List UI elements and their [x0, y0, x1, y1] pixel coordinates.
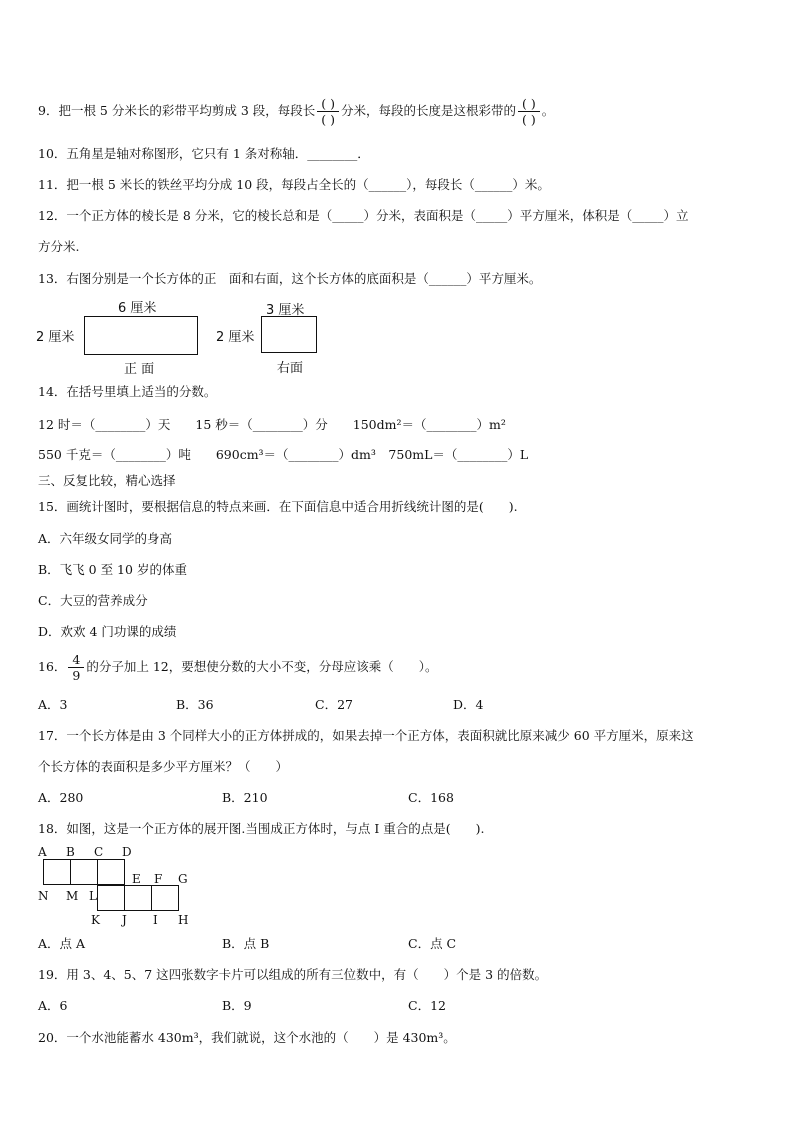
q16-option-d: D．4 — [453, 697, 484, 712]
q15-option-a: A．六年级女同学的身高 — [38, 531, 173, 546]
q15-option-c: C．大豆的营养成分 — [38, 593, 148, 608]
q9-text-1: 9．把一根 5 分米长的彩带平均剪成 3 段，每段长 — [38, 103, 316, 118]
question-17-line-2: 个长方体的表面积是多少平方厘米？（ ） — [38, 759, 289, 774]
net-cell — [151, 885, 179, 911]
question-15: 15．画统计图时，要根据信息的特点来画．在下面信息中适合用折线统计图的是( ). — [38, 499, 518, 514]
point-n-label: N — [38, 889, 49, 903]
section-3-heading: 三、反复比较，精心选择 — [38, 473, 176, 488]
point-f-label: F — [154, 872, 163, 886]
q9-fraction-1 — [317, 96, 339, 127]
q16-denominator: 9 — [72, 668, 81, 683]
q9-fraction-2 — [518, 96, 540, 127]
q17-option-c: C．168 — [408, 790, 454, 805]
right-top-label: 3 厘米 — [266, 303, 305, 318]
point-l-label: L — [89, 889, 97, 903]
question-11: 11．把一根 5 米长的铁丝平均分成 10 段，每段占全长的（______），每段长（______）米。 — [38, 177, 550, 192]
net-cell — [70, 859, 98, 885]
question-14: 14．在括号里填上适当的分数。 — [38, 384, 217, 399]
q16-option-c: C．27 — [315, 697, 353, 712]
q15-option-d: D．欢欢 4 门功课的成绩 — [38, 624, 177, 639]
q16-numerator: 4 — [68, 652, 84, 668]
question-13: 13．右图分别是一个长方体的正 面和右面，这个长方体的底面积是（______）平方厘米。 — [38, 271, 542, 286]
q9-text-2: 分米，每段的长度是这根彩带的 — [341, 103, 517, 118]
q16-option-b: B．36 — [176, 697, 214, 712]
q9-frac2-numerator: ( ) — [518, 96, 540, 112]
front-face-rectangle — [84, 316, 198, 355]
point-g-label: G — [178, 872, 188, 886]
question-12-line-1: 12．一个正方体的棱长是 8 分米，它的棱长总和是（_____）分米，表面积是（_____）平方厘米，体积是（_____）立 — [38, 208, 689, 223]
point-d-label: D — [122, 845, 132, 859]
q9-frac1-numerator: ( ) — [317, 96, 339, 112]
point-i-label: I — [153, 913, 158, 927]
net-cell — [97, 885, 125, 911]
net-cell — [43, 859, 71, 885]
q16-text: 的分子加上 12，要想使分数的大小不变，分母应该乘（ ）。 — [86, 659, 438, 674]
q17-option-b: B．210 — [222, 790, 268, 805]
q18-option-a: A．点 A — [38, 936, 86, 951]
point-k-label: K — [91, 913, 100, 927]
question-17-line-1: 17．一个长方体是由 3 个同样大小的正方体拼成的，如果去掉一个正方体，表面积就比原来减少 60 平方厘米，原来这 — [38, 728, 694, 743]
q9-end: 。 — [541, 103, 555, 118]
q16-fraction — [68, 652, 84, 683]
question-20: 20．一个水池能蓄水 430m³，我们就说，这个水池的（ ）是 430m³。 — [38, 1030, 456, 1045]
q17-option-a: A．280 — [38, 790, 84, 805]
point-m-label: M — [66, 889, 79, 903]
front-top-label: 6 厘米 — [118, 301, 157, 316]
point-c-label: C — [94, 845, 104, 859]
q18-option-b: B．点 B — [222, 936, 270, 951]
right-face-rectangle — [261, 316, 317, 353]
right-bottom-label: 右面 — [277, 361, 304, 376]
point-b-label: B — [66, 845, 75, 859]
question-10: 10．五角星是轴对称图形，它只有 1 条对称轴．________． — [38, 146, 370, 161]
q9-frac1-denominator: ( ) — [321, 112, 335, 127]
q18-option-c: C．点 C — [408, 936, 457, 951]
q14-row-1: 12 时＝（________）天 15 秒＝（________）分 150dm²＝（________）m² — [38, 417, 506, 432]
point-h-label: H — [178, 913, 189, 927]
net-cell — [124, 885, 152, 911]
q19-option-c: C．12 — [408, 998, 446, 1013]
net-cell — [97, 859, 125, 885]
q15-option-b: B．飞飞 0 至 10 岁的体重 — [38, 562, 187, 577]
point-a-label: A — [38, 845, 47, 859]
front-left-label: 2 厘米 — [36, 330, 75, 345]
question-18: 18．如图，这是一个正方体的展开图.当围成正方体时，与点 I 重合的点是( ). — [38, 821, 485, 836]
q14-row-2: 550 千克＝（________）吨 690cm³＝（________）dm³ 750mL＝（________）L — [38, 447, 529, 462]
q16-prefix: 16． — [38, 659, 67, 674]
q19-option-b: B．9 — [222, 998, 252, 1013]
q9-frac2-denominator: ( ) — [522, 112, 536, 127]
point-j-label: J — [122, 913, 127, 927]
right-left-label: 2 厘米 — [216, 330, 255, 345]
q16-option-a: A．3 — [38, 697, 68, 712]
question-16 — [38, 652, 438, 683]
question-12-line-2: 方分米. — [38, 239, 80, 254]
question-19: 19．用 3、4、5、7 这四张数字卡片可以组成的所有三位数中，有（ ）个是 3 的倍数。 — [38, 967, 548, 982]
point-e-label: E — [132, 872, 141, 886]
question-9 — [38, 96, 554, 127]
front-bottom-label: 正 面 — [124, 362, 155, 377]
q19-option-a: A．6 — [38, 998, 68, 1013]
